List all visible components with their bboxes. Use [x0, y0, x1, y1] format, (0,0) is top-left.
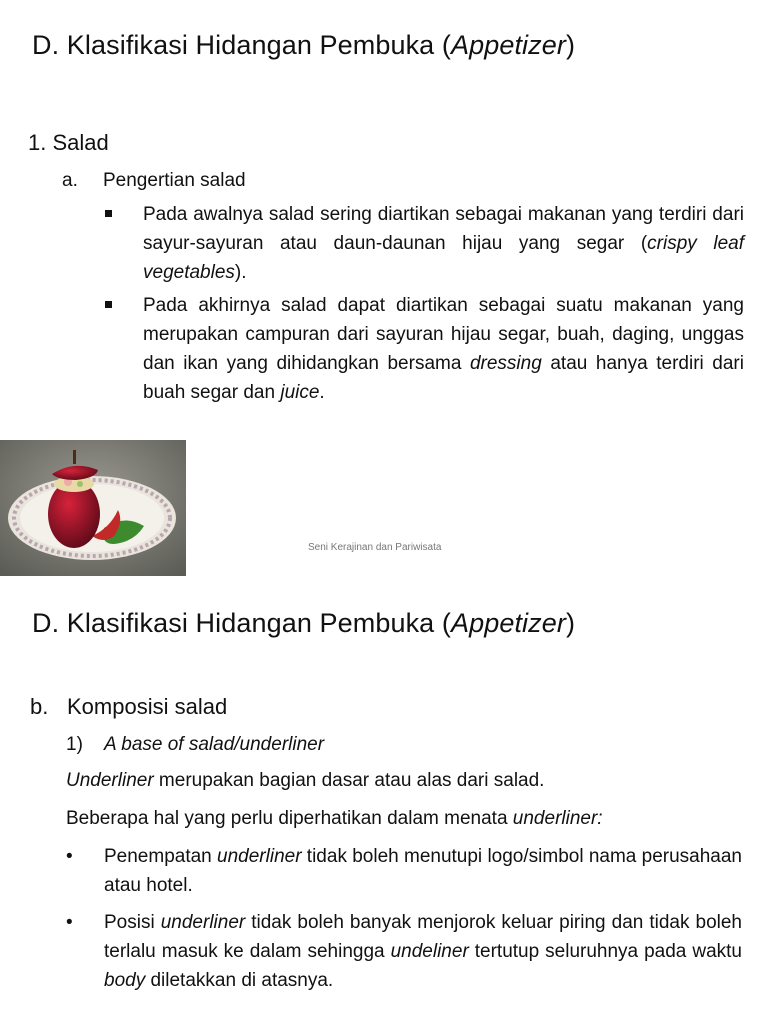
- bullet-italic: underliner: [217, 846, 302, 867]
- definition-italic: Underliner: [66, 770, 154, 791]
- subheading-marker: a.: [62, 170, 78, 191]
- bullet-italic: juice: [280, 382, 320, 403]
- underliner-bullet-list: [66, 842, 742, 1003]
- slide-2-title: [32, 608, 575, 639]
- list-item: [104, 291, 744, 407]
- underliner-definition: [66, 766, 768, 795]
- title-text: D. Klasifikasi Hidangan Pembuka (: [32, 608, 451, 638]
- subheading-komposisi: [30, 692, 742, 721]
- item-label: A base of salad/underliner: [104, 734, 325, 755]
- subheading-label: Pengertian salad: [103, 170, 246, 191]
- item-underliner-heading: [66, 730, 768, 759]
- title-italic: Appetizer: [451, 30, 566, 60]
- bullet-text: diletakkan di atasnya.: [145, 970, 334, 991]
- definition-bullet-list: [104, 200, 744, 411]
- title-close: ): [565, 30, 576, 60]
- title-text: D. Klasifikasi Hidangan Pembuka (: [32, 30, 451, 60]
- bullet-text: atau hanya terdiri dari buah segar dan: [143, 353, 744, 403]
- note-italic: underliner:: [512, 808, 603, 829]
- list-item: [66, 842, 742, 900]
- list-item: [66, 908, 742, 995]
- bullet-text: Pada awalnya salad sering diartikan sebagai makanan yang terdiri dari sayur-sayuran atau daun-daunan hijau yang segar (: [143, 204, 744, 254]
- note-text: Beberapa hal yang perlu diperhatikan dalam menata: [66, 808, 513, 829]
- square-bullet-icon: [105, 210, 112, 217]
- subheading-pengertian: [62, 166, 246, 195]
- bullet-italic: underliner: [160, 912, 246, 933]
- bullet-text: ).: [234, 262, 247, 283]
- bullet-italic: dressing: [469, 353, 542, 374]
- bullet-text: Penempatan: [104, 846, 218, 867]
- section-heading-salad: 1. Salad: [28, 130, 109, 155]
- slide-footer: Seni Kerajinan dan Pariwisata: [308, 542, 442, 553]
- subheading-marker: b.: [30, 694, 49, 719]
- title-close: ): [565, 608, 576, 638]
- item-marker: 1): [66, 734, 83, 755]
- title-italic: Appetizer: [451, 608, 566, 638]
- bullet-italic: body: [104, 970, 146, 991]
- subheading-label: Komposisi salad: [67, 694, 228, 719]
- square-bullet-icon: [105, 301, 112, 308]
- slide-2: [0, 580, 768, 1024]
- bullet-text: tertutup seluruhnya pada waktu: [468, 941, 742, 962]
- bullet-italic: undeliner: [390, 941, 469, 962]
- bullet-text: tidak boleh menutupi logo/simbol nama perusahaan atau hotel.: [104, 846, 742, 896]
- underliner-note: [66, 804, 768, 833]
- bullet-text: Posisi: [104, 912, 161, 933]
- apple-salad-photo: [0, 440, 186, 576]
- apple-salad-image-icon: [0, 440, 186, 576]
- bullet-text: Pada akhirnya salad dapat diartikan sebagai suatu makanan yang merupakan campuran dari sayuran hijau segar, buah, daging, unggas dan ikan yang dihidangkan bersama: [143, 295, 744, 374]
- bullet-dot-icon: •: [66, 912, 73, 933]
- bullet-text: .: [319, 382, 325, 403]
- bullet-italic: crispy leaf vegetables: [143, 233, 745, 283]
- slide-1-title: [32, 30, 575, 61]
- list-item: [104, 200, 744, 287]
- bullet-dot-icon: •: [66, 846, 73, 867]
- bullet-text: tidak boleh banyak menjorok keluar piring dan tidak boleh terlalu masuk ke dalam sehingga: [104, 912, 742, 962]
- definition-text: merupakan bagian dasar atau alas dari salad.: [153, 770, 545, 791]
